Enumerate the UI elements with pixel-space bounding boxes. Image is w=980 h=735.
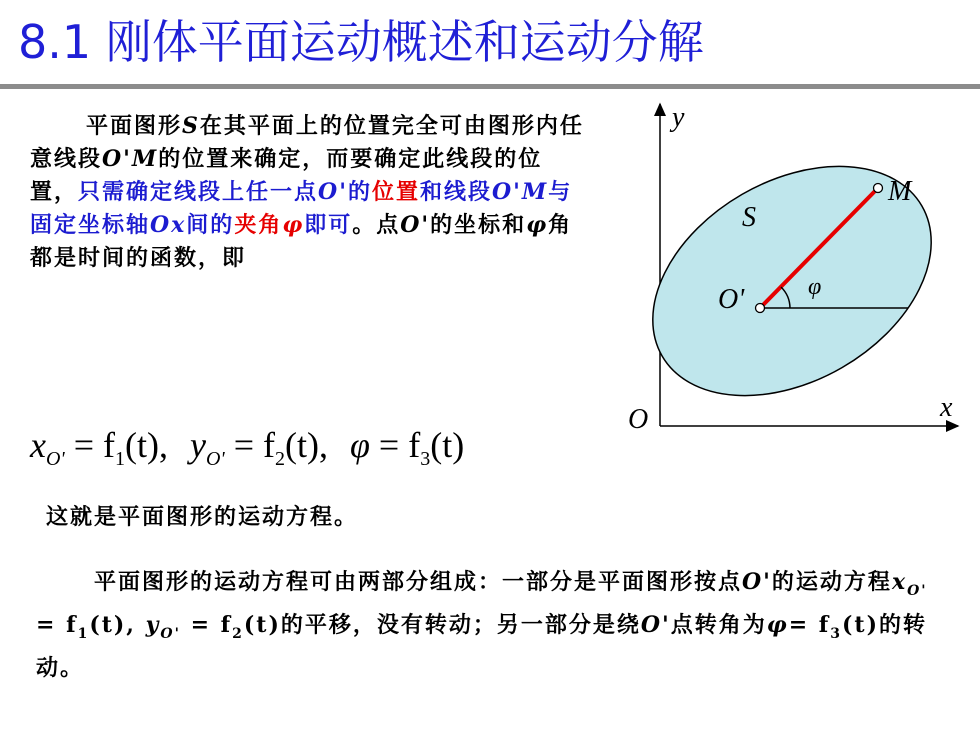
eq-sub: 2: [275, 448, 286, 470]
symbol-sub: 3: [830, 626, 843, 642]
text: 在其平面上的位置完全可由图形内任意线段: [30, 113, 584, 172]
symbol-sub: 1: [77, 626, 90, 642]
text: = f: [180, 612, 233, 638]
slide-title: 8.1 刚体平面运动概述和运动分解: [18, 15, 704, 69]
origin-label: O: [628, 404, 649, 435]
symbol-sub: 2: [232, 626, 244, 642]
eq-text: (t),: [285, 425, 328, 465]
text: 的运动方程: [771, 569, 892, 595]
decomposition-paragraph: [36, 565, 956, 685]
highlight-text: 和线段: [419, 179, 492, 205]
eq-sub: 1: [115, 448, 126, 470]
eq-text: = f: [224, 425, 276, 465]
highlight-text: 即可: [304, 212, 353, 238]
highlight-text: 与固定坐标轴: [30, 179, 573, 238]
symbol-phi: φ: [526, 212, 549, 238]
eq-text: (t): [430, 425, 465, 465]
symbol-S: S: [182, 113, 200, 139]
symbol-OM: O'M: [491, 179, 549, 205]
red-highlight-text: 夹角: [234, 212, 283, 238]
M-label: M: [888, 176, 912, 207]
text: 的位置来确定，而要确定此线段的位置，: [30, 146, 543, 205]
text: (t): [243, 612, 281, 638]
y-axis-label: y: [672, 102, 685, 133]
eq-sub: O': [45, 448, 65, 470]
text: 。点: [352, 212, 401, 238]
eq-sub: 3: [420, 448, 431, 470]
text: (t): [842, 612, 879, 638]
eq-text: = f: [369, 425, 421, 465]
text: (t),: [89, 612, 146, 638]
title-divider: [0, 84, 980, 89]
red-highlight-text: 位置: [371, 179, 420, 205]
symbol-Ox: Ox: [150, 212, 187, 238]
text: = f: [36, 612, 78, 638]
S-label: S: [742, 202, 756, 233]
motion-equations: [30, 415, 630, 475]
eq-phi: φ: [350, 425, 370, 465]
eq-text: = f: [64, 425, 116, 465]
plane-motion-figure: [600, 96, 970, 436]
symbol-y: y: [145, 612, 161, 638]
symbol-O-prime: O': [742, 569, 772, 595]
highlight-text: 的: [347, 179, 372, 205]
text: 的转动。: [36, 612, 928, 681]
eq-x: x: [30, 425, 46, 465]
highlight-text: 只需确定线段上任一点: [78, 179, 319, 205]
equation-caption: 这就是平面图形的运动方程。: [46, 504, 359, 530]
symbol-x: x: [891, 569, 908, 595]
symbol-phi: φ: [766, 612, 789, 638]
text: 平面图形: [86, 113, 183, 139]
symbol-OM: O'M: [102, 146, 159, 172]
text: = f: [788, 612, 831, 638]
symbol-O-prime: O': [400, 212, 431, 238]
phi-label: φ: [808, 274, 822, 300]
text: 的坐标和: [430, 212, 527, 238]
text: 平面图形的运动方程可由两部分组成：一部分是平面图形按点: [94, 569, 743, 595]
symbol-sub: O': [907, 583, 928, 599]
intro-paragraph: [30, 110, 590, 275]
symbol-O-prime: O': [640, 612, 671, 638]
x-axis-label: x: [940, 392, 953, 423]
symbol-sub: O': [160, 626, 181, 642]
highlight-text: 间的: [186, 212, 235, 238]
text: 点转角为: [670, 612, 767, 638]
symbol-O-prime: O': [318, 179, 348, 205]
text: 角都是时间的函数，即: [30, 212, 573, 271]
O-prime-label: O': [718, 284, 745, 315]
eq-text: (t),: [125, 425, 168, 465]
eq-sub: O': [205, 448, 225, 470]
point-M: [874, 184, 883, 193]
symbol-phi: φ: [282, 212, 305, 238]
text: 的平移，没有转动；另一部分是绕: [280, 612, 641, 638]
eq-y: y: [190, 425, 206, 465]
point-O-prime: [756, 304, 765, 313]
